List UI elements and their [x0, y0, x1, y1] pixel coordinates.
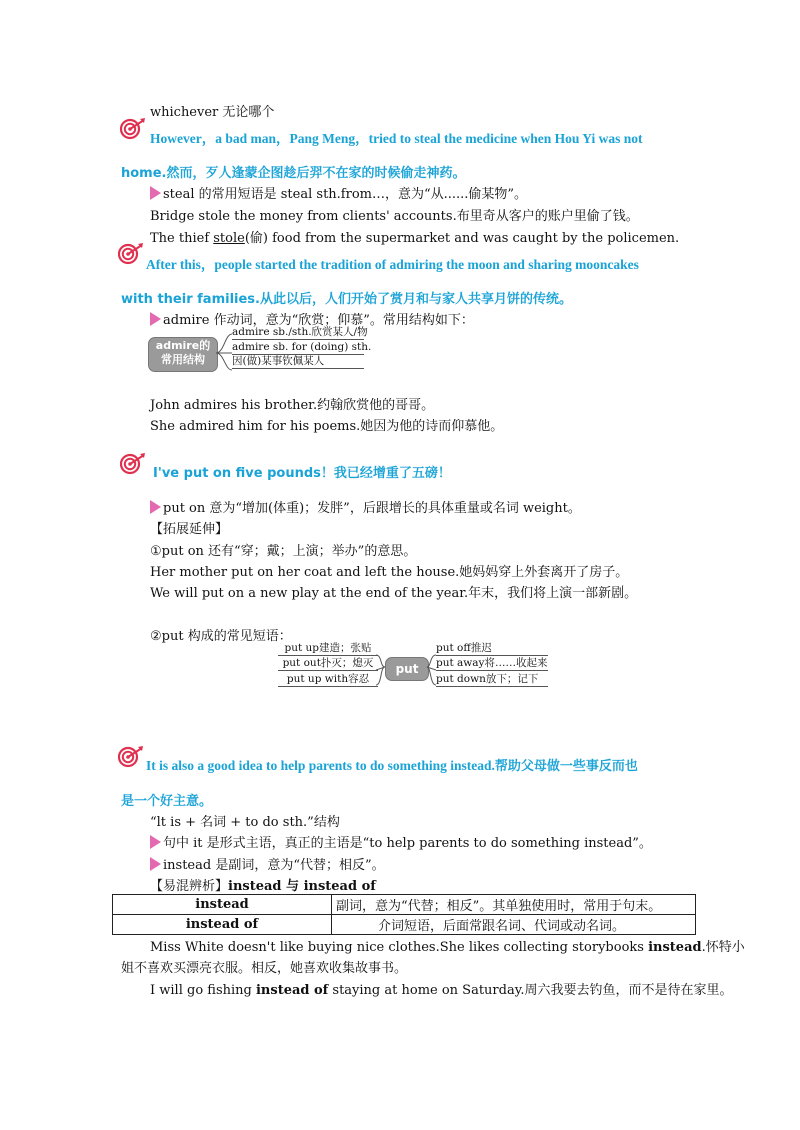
- sentence-4-line-2: 是一个好主意。: [121, 794, 213, 809]
- sentence-2-cn: with their families.从此以后，人们开始了赏月和与家人共享月饼的传统。: [121, 292, 572, 307]
- compare-table: [112, 894, 696, 935]
- steal-note: steal 的常用短语是 steal sth.from…，意为“从......偷某物”。: [150, 183, 527, 202]
- arrow-icon: [150, 500, 161, 514]
- sentence-1-cn: home.然而，歹人逢蒙企图趁后羿不在家的时候偷走神药。: [121, 166, 466, 181]
- target-icon: [120, 118, 146, 140]
- admire-branch-1: admire sb./sth.欣赏某人/物: [232, 326, 368, 338]
- table-term: instead: [113, 895, 332, 915]
- extension-2: ②put 构成的常见短语：: [150, 629, 292, 644]
- target-icon: [118, 746, 144, 768]
- vocab-line: whichever 无论哪个: [150, 105, 275, 120]
- it-is-structure: “lt is + 名词 + to do sth.”结构: [150, 815, 340, 830]
- instead-example-1: Miss White doesn't like buying nice clothes.She likes collecting storybooks instead.怀特小: [150, 940, 745, 955]
- put-left-3: put up with容忍: [278, 673, 378, 687]
- compare-title: 【易混辨析】instead 与 instead of: [150, 879, 376, 894]
- target-icon: [120, 453, 146, 475]
- instead-of-example: I will go fishing instead of staying at home on Saturday.周六我要去钓鱼，而不是待在家里。: [150, 983, 733, 998]
- table-desc: 副词，意为“代替；相反”。其单独使用时，常用于句末。: [332, 895, 696, 915]
- arrow-icon: [150, 312, 161, 326]
- instead-example-1-cont: 姐不喜欢买漂亮衣服。相反，她喜欢收集故事书。: [121, 961, 408, 976]
- admire-note: admire 作动词，意为“欣赏；仰慕”。常用结构如下：: [150, 309, 474, 328]
- sentence-1-en: However，a bad man，Pang Meng，tried to steal the medicine when Hou Yi was not: [150, 131, 643, 146]
- table-row: [113, 895, 696, 915]
- put-left-2: put out扑灭；熄灭: [278, 657, 378, 671]
- admire-example-2: She admired him for his poems.她因为他的诗而仰慕他。: [150, 419, 504, 434]
- admire-example-1: John admires his brother.约翰欣赏他的哥哥。: [150, 398, 435, 413]
- steal-example-2: The thief stole(偷) food from the supermarket and was caught by the policemen.: [150, 231, 680, 246]
- sentence-3: I've put on five pounds！我已经增重了五磅！: [153, 466, 451, 481]
- it-subject-note: 句中 it 是形式主语，真正的主语是“to help parents to do something instead”。: [150, 832, 652, 851]
- extension-title: 【拓展延伸】: [150, 522, 229, 537]
- table-desc: 介词短语，后面常跟名词、代词或动名词。: [332, 915, 696, 935]
- put-right-bracket: [426, 645, 436, 690]
- put-diagram-pill: put: [385, 657, 429, 681]
- table-term: instead of: [113, 915, 332, 935]
- extension-1: ①put on 还有“穿；戴；上演；举办”的意思。: [150, 544, 417, 559]
- arrow-icon: [150, 186, 161, 200]
- admire-diagram-pill: admire的 常用结构: [148, 337, 218, 372]
- arrow-icon: [150, 857, 161, 871]
- steal-example-1: Bridge stole the money from clients' accounts.布里奇从客户的账户里偷了钱。: [150, 209, 639, 224]
- admire-branch-3: 因(做)某事钦佩某人: [232, 355, 364, 369]
- put-right-1: put off推迟: [436, 642, 548, 656]
- put-left-1: put up建造；张贴: [278, 642, 378, 656]
- put-right-2: put away将……收起来: [436, 657, 548, 669]
- admire-branch-2: admire sb. for (doing) sth.: [232, 341, 372, 353]
- sentence-2-en: After this，people started the tradition of admiring the moon and sharing mooncakes: [146, 257, 639, 272]
- sentence-4-line-1: It is also a good idea to help parents to do something instead.帮助父母做一些事反而也: [146, 758, 638, 774]
- table-row: [113, 915, 696, 935]
- instead-note: instead 是副词，意为“代替；相反”。: [150, 854, 385, 873]
- extension-1-example-2: We will put on a new play at the end of the year.年末，我们将上演一部新剧。: [150, 586, 638, 601]
- arrow-icon: [150, 835, 161, 849]
- put-on-note: put on 意为“增加(体重)；发胖”，后跟增长的具体重量或名词 weight。: [150, 497, 581, 516]
- target-icon: [118, 243, 144, 265]
- extension-1-example-1: Her mother put on her coat and left the house.她妈妈穿上外套离开了房子。: [150, 565, 629, 580]
- put-right-3: put down放下；记下: [436, 673, 548, 687]
